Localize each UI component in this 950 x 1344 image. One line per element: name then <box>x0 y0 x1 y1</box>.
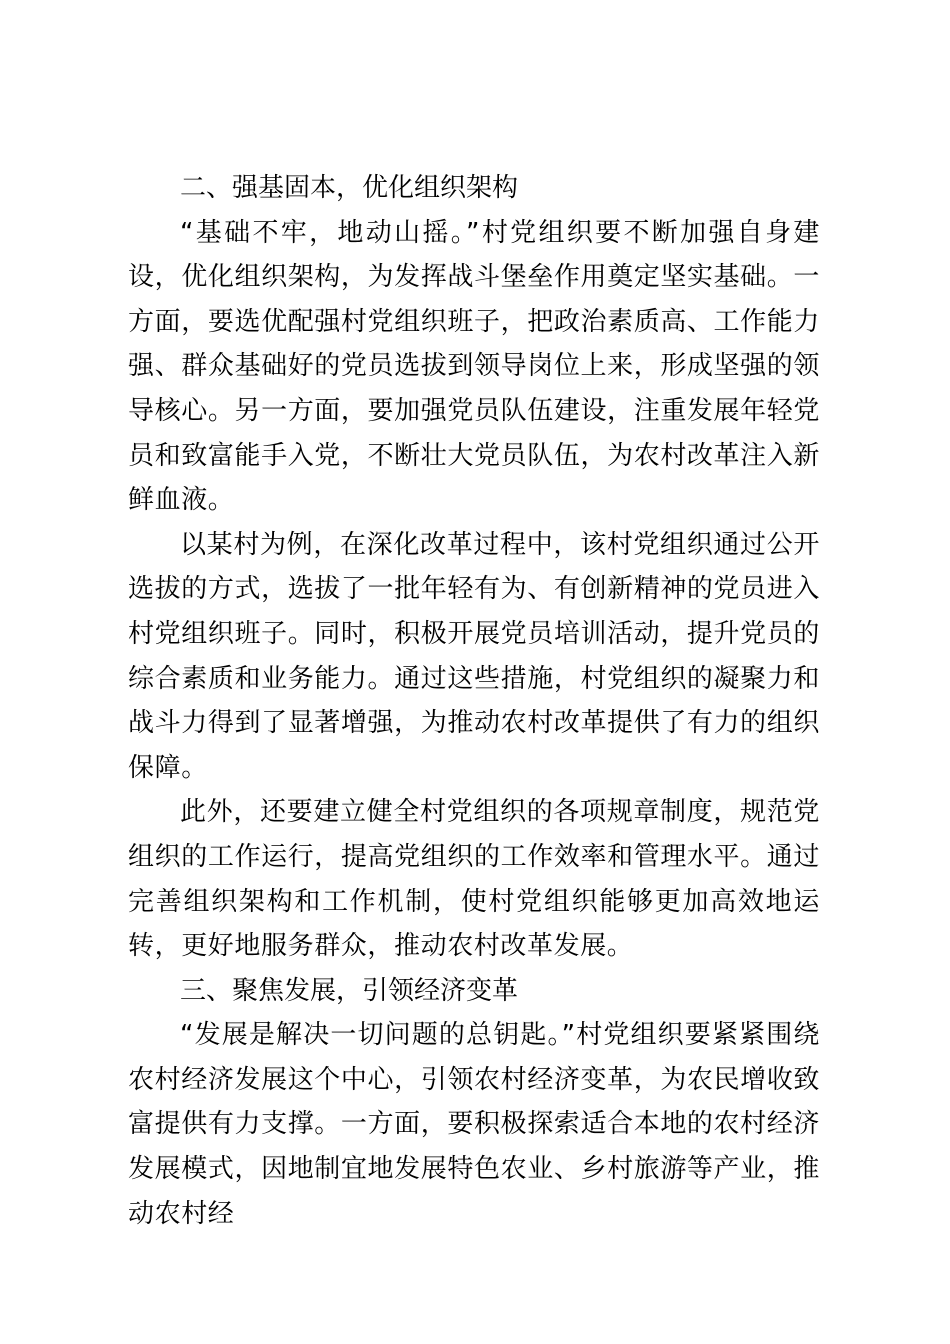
document-body <box>128 166 820 1236</box>
section-heading-2: 二、强基固本，优化组织架构 <box>180 173 519 203</box>
paragraph: “发展是解决一切问题的总钥匙。”村党组织要紧紧围绕农村经济发展这个中心，引领农村经济变革，为农民增收致富提供有力支撑。一方面，要积极探索适合本地的农村经济发展模式，因地制宜地发展特色农业、乡村旅游等产业，推动农村经 <box>128 1020 820 1229</box>
section-heading-3: 三、聚焦发展，引领经济变革 <box>180 975 519 1006</box>
paragraph: 此外，还要建立健全村党组织的各项规章制度，规范党组织的工作运行，提高党组织的工作效率和管理水平。通过完善组织架构和工作机制，使村党组织能够更加高效地运转，更好地服务群众，推动农村改革发展。 <box>128 797 820 962</box>
paragraph: “基础不牢，地动山摇。”村党组织要不断加强自身建设，优化组织架构，为发挥战斗堡垒作用奠定坚实基础。一方面，要选优配强村党组织班子，把政治素质高、工作能力强、群众基础好的党员选拔到领导岗位上来，形成坚强的领导核心。另一方面，要加强党员队伍建设，注重发展年轻党员和致富能手入党，不断壮大党员队伍，为农村改革注入新鲜血液。 <box>128 217 820 516</box>
paragraph: 以某村为例，在深化改革过程中，该村党组织通过公开选拔的方式，选拔了一批年轻有为、有创新精神的党员进入村党组织班子。同时，积极开展党员培训活动，提升党员的综合素质和业务能力。通过这些措施，村党组织的凝聚力和战斗力得到了显著增强，为推动农村改革提供了有力的组织保障。 <box>128 529 820 783</box>
